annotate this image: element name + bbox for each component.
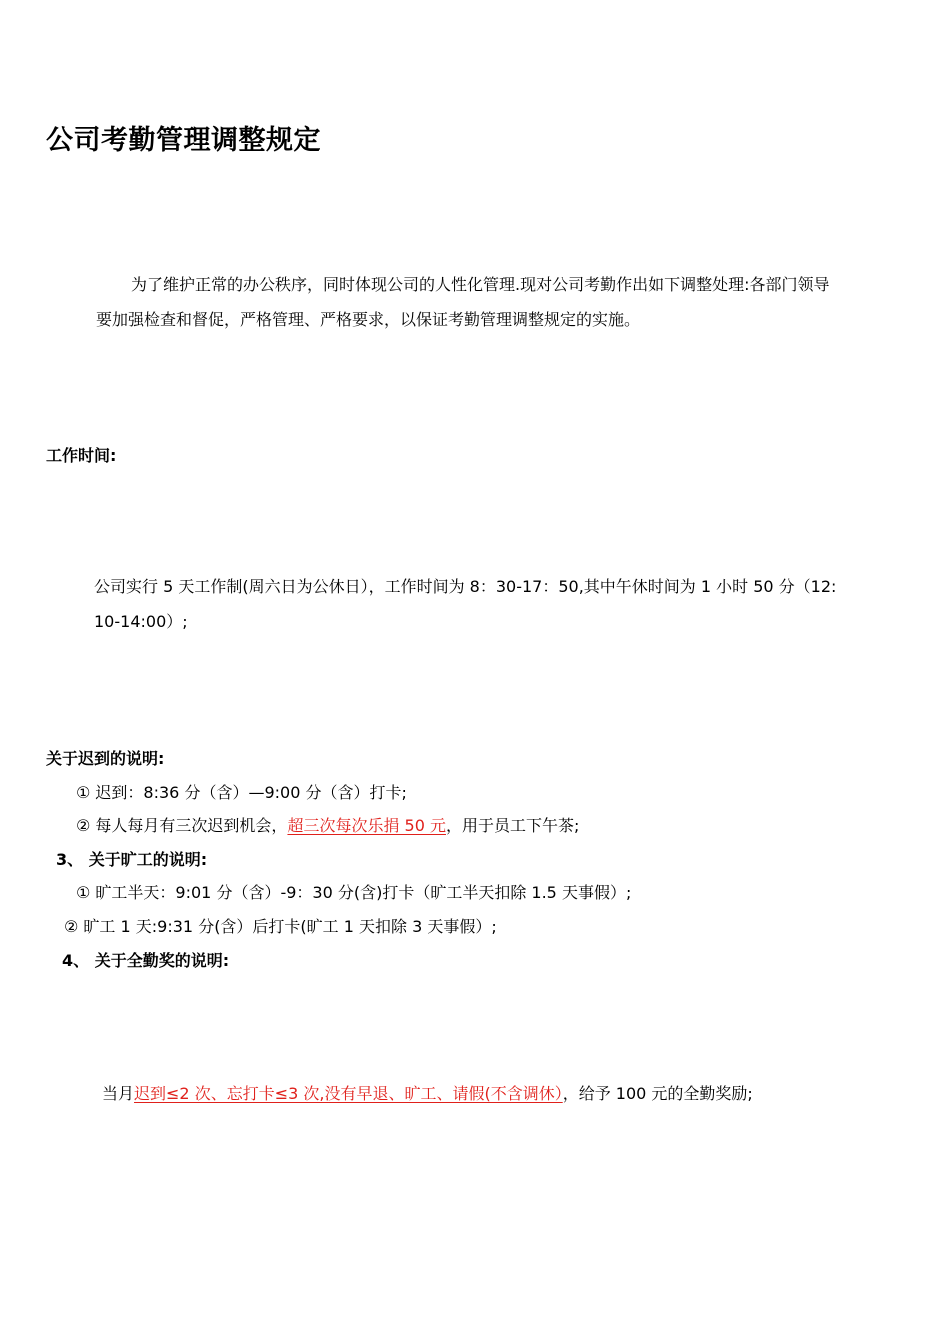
work-time-line-2: 10-14:00）; xyxy=(94,612,188,631)
absent-item-1: ① 旷工半天：9:01 分（含）-9：30 分(含)打卡（旷工半天扣除 1.5 天事假）; xyxy=(76,883,632,902)
intro-line-1: 为了维护正常的办公秩序，同时体现公司的人性化管理.现对公司考勤作出如下调整处理:各部门领导 xyxy=(131,275,830,294)
document-title: 公司考勤管理调整规定 xyxy=(46,125,321,156)
work-time-line-1: 公司实行 5 天工作制(周六日为公休日），工作时间为 8：30-17：50,其中午休时间为 1 小时 50 分（12: xyxy=(94,577,837,596)
attendance-condition-highlight: 迟到≤2 次、忘打卡≤3 次,没有早退、旷工、请假(不含调休） xyxy=(134,1084,563,1103)
late-heading: 关于迟到的说明: xyxy=(46,749,165,768)
attendance-rule-prefix: 当月 xyxy=(102,1084,135,1103)
attendance-rule xyxy=(102,1081,753,1104)
late-penalty-highlight: 超三次每次乐捐 50 元 xyxy=(287,816,446,835)
absent-item-2: ② 旷工 1 天:9:31 分(含）后打卡(旷工 1 天扣除 3 天事假）; xyxy=(64,917,497,936)
attendance-heading: 4、 关于全勤奖的说明: xyxy=(62,951,230,970)
intro-line-2: 要加强检查和督促，严格管理、严格要求，以保证考勤管理调整规定的实施。 xyxy=(96,310,641,329)
attendance-rule-suffix: ，给予 100 元的全勤奖励; xyxy=(562,1084,753,1103)
late-item-1: ① 迟到：8:36 分（含）—9:00 分（含）打卡; xyxy=(76,783,407,802)
absent-heading: 3、 关于旷工的说明: xyxy=(56,850,208,869)
late-item-2-prefix: ② 每人每月有三次迟到机会， xyxy=(76,816,288,835)
work-time-heading: 工作时间: xyxy=(46,446,117,465)
late-item-2-suffix: ，用于员工下午茶; xyxy=(445,816,580,835)
late-item-2 xyxy=(76,813,579,836)
